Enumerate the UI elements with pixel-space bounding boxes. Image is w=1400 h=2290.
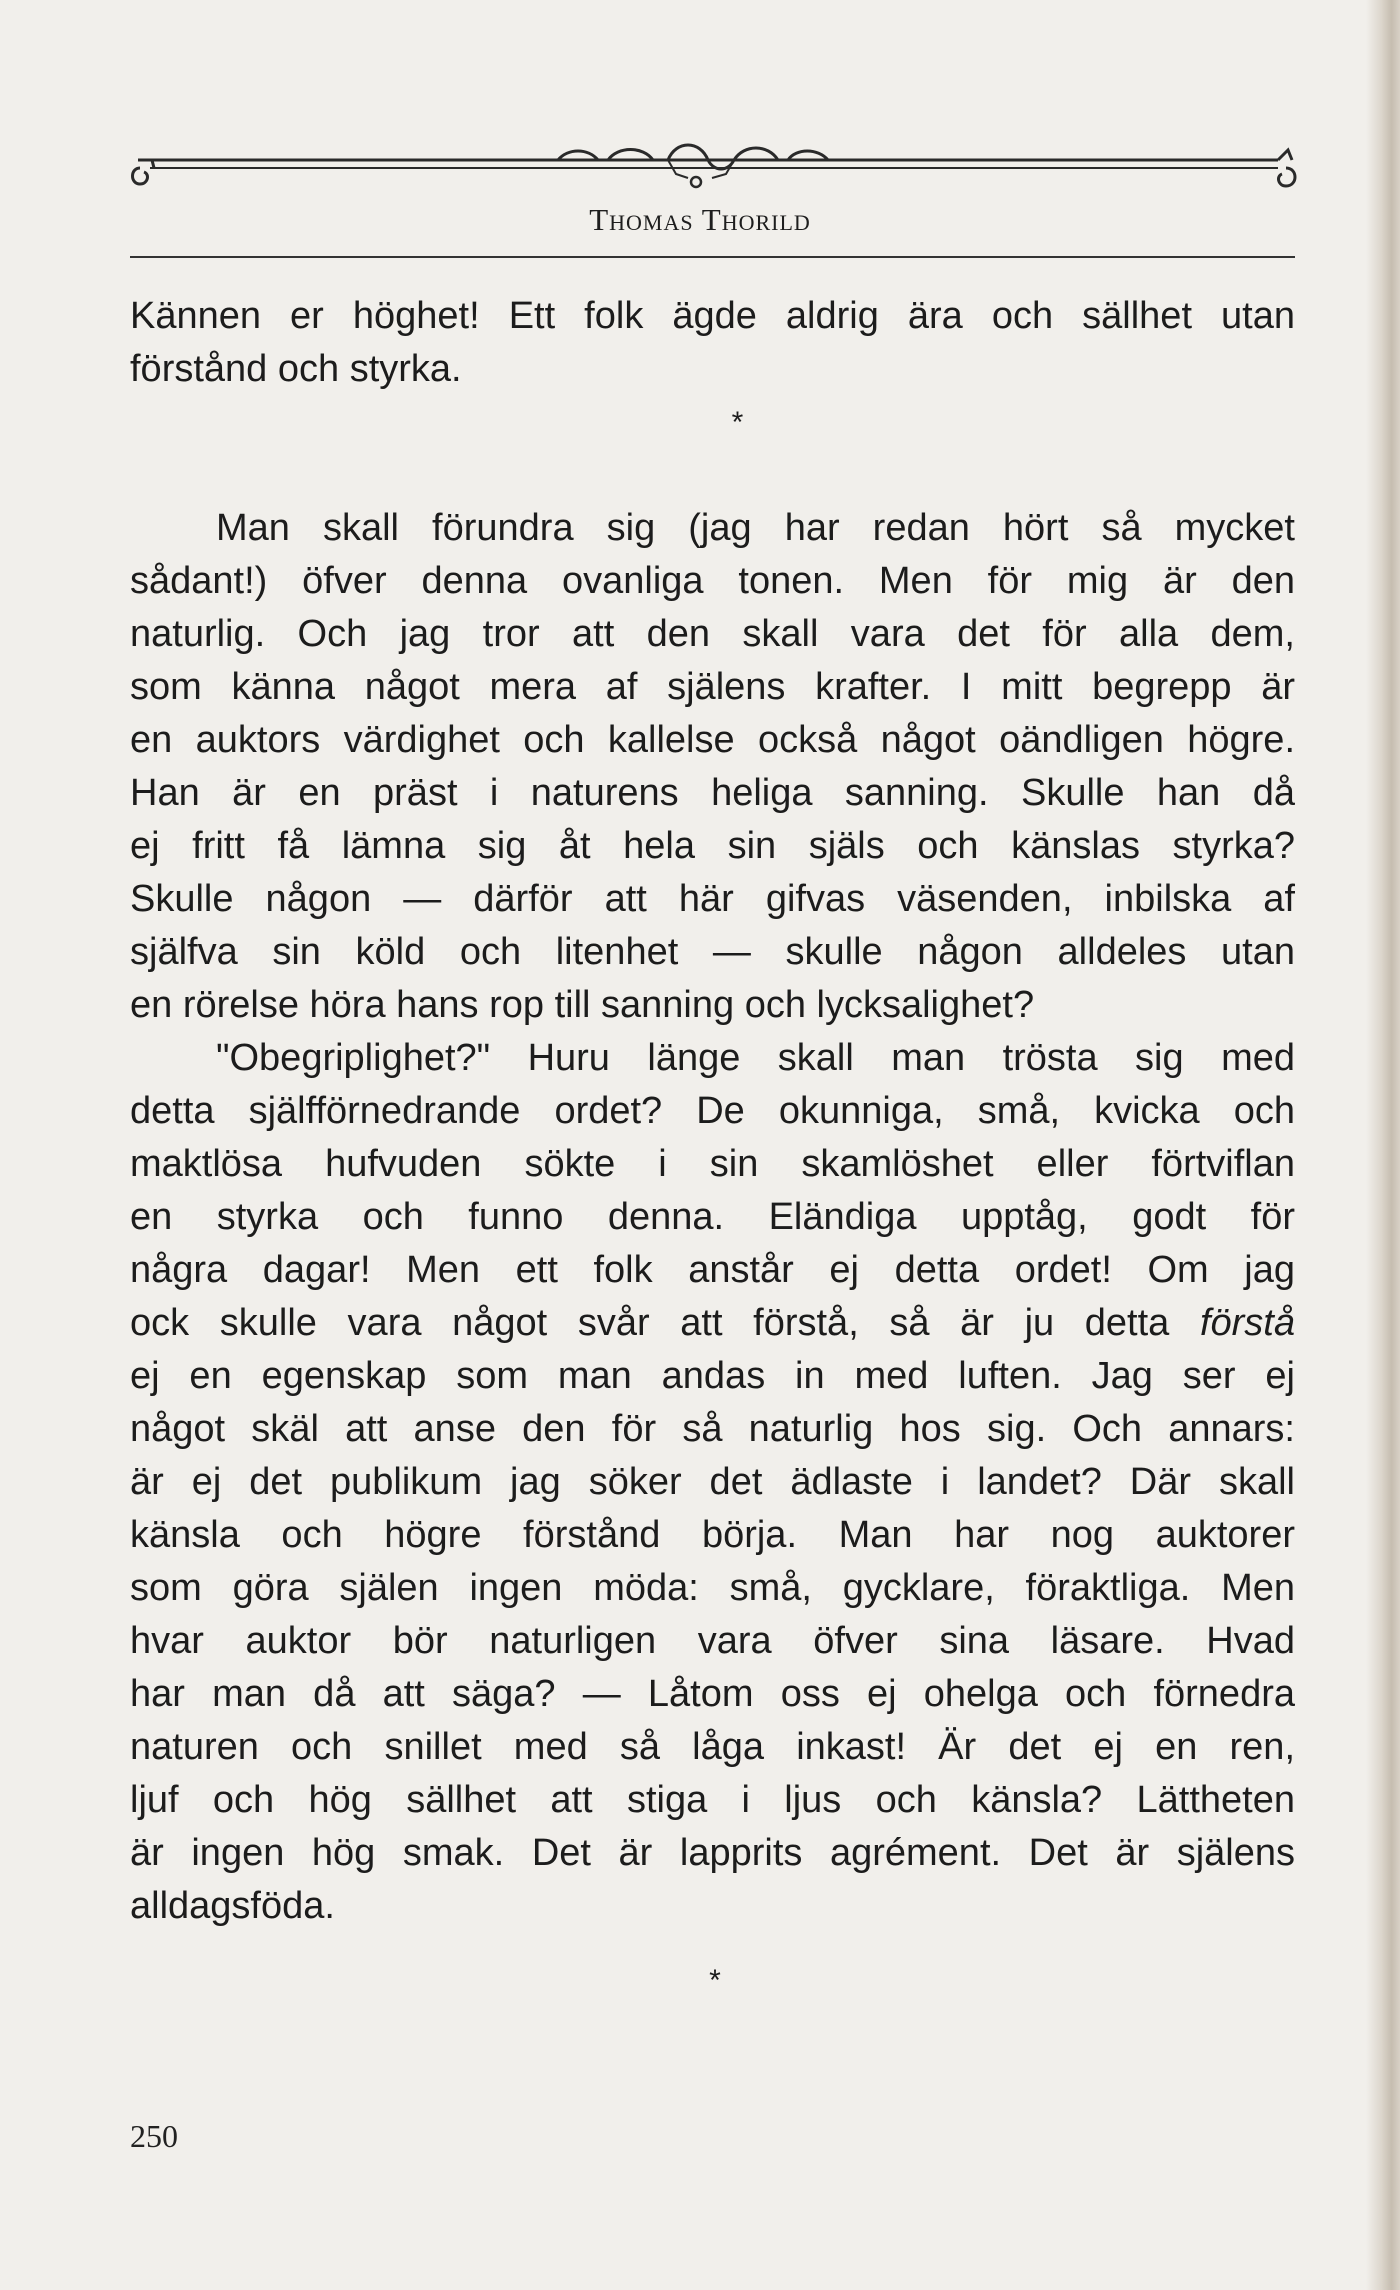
- section-separator: *: [709, 1964, 721, 1997]
- header-rule: [130, 256, 1295, 258]
- text-line: sådant!) öfver denna ovanliga tonen. Men för mig är den: [130, 560, 1295, 602]
- text-line: känsla och högre förstånd börja. Man har nog auktorer: [130, 1514, 1295, 1556]
- text-line: Han är en präst i naturens heliga sanning. Skulle han då: [130, 772, 1295, 814]
- text-line: en styrka och funno denna. Eländiga upptåg, godt för: [130, 1196, 1295, 1238]
- text-line: något skäl att anse den för så naturlig hos sig. Och annars:: [130, 1408, 1295, 1450]
- text-line: detta själfförnedrande ordet? De okunniga, små, kvicka och: [130, 1090, 1295, 1132]
- text-line: naturen och snillet med så låga inkast! Är det ej en ren,: [130, 1726, 1295, 1768]
- text-line: förstånd och styrka.: [130, 348, 462, 390]
- body-text: [130, 290, 1295, 1933]
- text-line: några dagar! Men ett folk anstår ej detta ordet! Om jag: [130, 1249, 1295, 1291]
- text-line: hvar auktor bör naturligen vara öfver sina läsare. Hvad: [130, 1620, 1295, 1662]
- page-edge-shadow: [1366, 0, 1400, 2290]
- text-line-with-italic: [130, 1297, 1295, 1350]
- text-line: ljuf och hög sällhet att stiga i ljus och känsla? Lättheten: [130, 1779, 1295, 1821]
- running-head: Thomas Thorild: [589, 202, 811, 237]
- section-separator: *: [731, 406, 744, 439]
- italic-word: förstå: [1199, 1302, 1295, 1344]
- page-number: 250: [130, 2118, 178, 2154]
- text-line: som känna något mera af själens krafter. I mitt begrepp är: [130, 666, 1295, 708]
- text-line: Kännen er höghet! Ett folk ägde aldrig ära och sällhet utan: [130, 295, 1295, 337]
- text-line: en rörelse höra hans rop till sanning och lycksalighet?: [130, 984, 1035, 1026]
- header-ornament-icon: [128, 138, 1300, 208]
- text-line: "Obegriplighet?" Huru länge skall man trösta sig med: [216, 1037, 1295, 1079]
- text-line: en auktors värdighet och kallelse också något oändligen högre.: [130, 719, 1295, 761]
- spacer: [130, 449, 1295, 502]
- text-line: Man skall förundra sig (jag har redan hört så mycket: [216, 507, 1295, 549]
- text-line: själfva sin köld och litenhet — skulle någon alldeles utan: [130, 931, 1295, 973]
- text-line: Skulle någon — därför att här gifvas väsenden, inbilska af: [130, 878, 1295, 920]
- text-line: har man då att säga? — Låtom oss ej ohelga och förnedra: [130, 1673, 1295, 1715]
- text-line: som göra själen ingen möda: små, gycklare, föraktliga. Men: [130, 1567, 1295, 1609]
- text-segment: ock skulle vara något svår att förstå, så är ju detta: [130, 1302, 1170, 1344]
- text-line: ej fritt få lämna sig åt hela sin själs och känslas styrka?: [130, 825, 1295, 867]
- text-line: naturlig. Och jag tror att den skall vara det för alla dem,: [130, 613, 1295, 655]
- text-line: ej en egenskap som man andas in med luften. Jag ser ej: [130, 1355, 1295, 1397]
- text-line: maktlösa hufvuden sökte i sin skamlöshet eller förtviflan: [130, 1143, 1295, 1185]
- text-line: är ej det publikum jag söker det ädlaste i landet? Där skall: [130, 1461, 1295, 1503]
- text-line: är ingen hög smak. Det är lapprits agrément. Det är själens: [130, 1832, 1295, 1874]
- text-line: alldagsföda.: [130, 1885, 335, 1927]
